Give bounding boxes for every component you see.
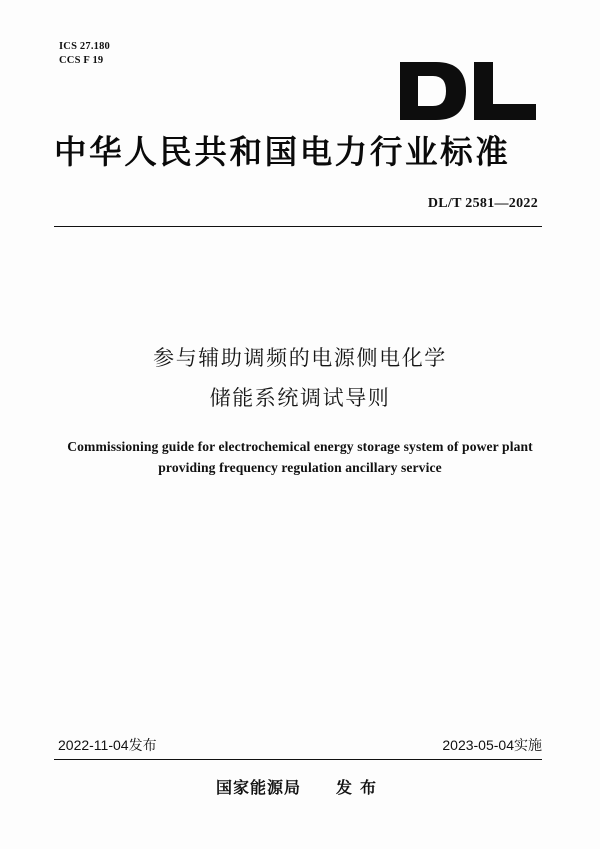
english-title-line-1: Commissioning guide for electrochemical energy storage system of power plant bbox=[67, 439, 533, 454]
header-divider bbox=[54, 226, 542, 227]
english-title-line-2: providing frequency regulation ancillary service bbox=[158, 460, 442, 475]
chinese-title bbox=[0, 338, 600, 418]
footer-divider bbox=[54, 759, 542, 760]
ccs-code: CCS F 19 bbox=[59, 55, 104, 66]
chinese-title-line-1: 参与辅助调频的电源侧电化学 bbox=[153, 346, 447, 370]
standard-category-title: 中华人民共和国电力行业标准 bbox=[54, 133, 511, 171]
chinese-title-line-2: 储能系统调试导则 bbox=[209, 386, 391, 410]
english-title bbox=[0, 436, 600, 478]
classification-codes bbox=[59, 40, 110, 68]
ics-code: ICS 27.180 bbox=[59, 41, 111, 52]
issue-date: 2022-11-04发布 bbox=[58, 737, 157, 753]
dl-logo bbox=[398, 60, 538, 122]
implementation-date: 2023-05-04实施 bbox=[442, 737, 542, 753]
standard-number: DL/T 2581—2022 bbox=[427, 196, 538, 211]
publisher-action: 发布 bbox=[336, 778, 385, 797]
publisher-line bbox=[0, 776, 600, 800]
publisher-organization: 国家能源局 bbox=[215, 778, 301, 797]
dl-logo-graphic bbox=[398, 60, 538, 122]
